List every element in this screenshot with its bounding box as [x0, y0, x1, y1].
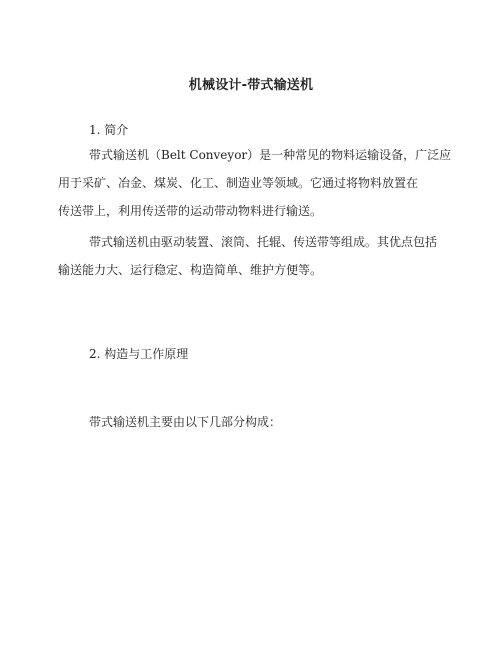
introduction-paragraph-1	[58, 141, 452, 225]
paragraph-line: 带式输送机主要由以下几部分构成：	[89, 415, 282, 429]
paragraph-line: 带式输送机（Belt Conveyor）是一种常见的物料运输设备，广泛应	[89, 148, 452, 162]
paragraph-line: 带式输送机由驱动装置、滚筒、托辊、传送带等组成。其优点包括	[89, 235, 438, 249]
section-heading-construction: 2. 构造与工作原理	[89, 347, 189, 361]
construction-paragraph-1	[58, 408, 435, 436]
section-heading-introduction: 1. 简介	[89, 123, 129, 137]
introduction-paragraph-2	[58, 228, 438, 284]
paragraph-line: 用于采矿、冶金、煤炭、化工、制造业等领域。它通过将物料放置在	[58, 176, 419, 190]
paragraph-line: 输送能力大、运行稳定、构造简单、维护方便等。	[58, 263, 323, 277]
paragraph-line: 传送带上，利用传送带的运动带动物料进行输送。	[58, 204, 323, 218]
document-title: 机械设计-带式输送机	[188, 78, 314, 93]
